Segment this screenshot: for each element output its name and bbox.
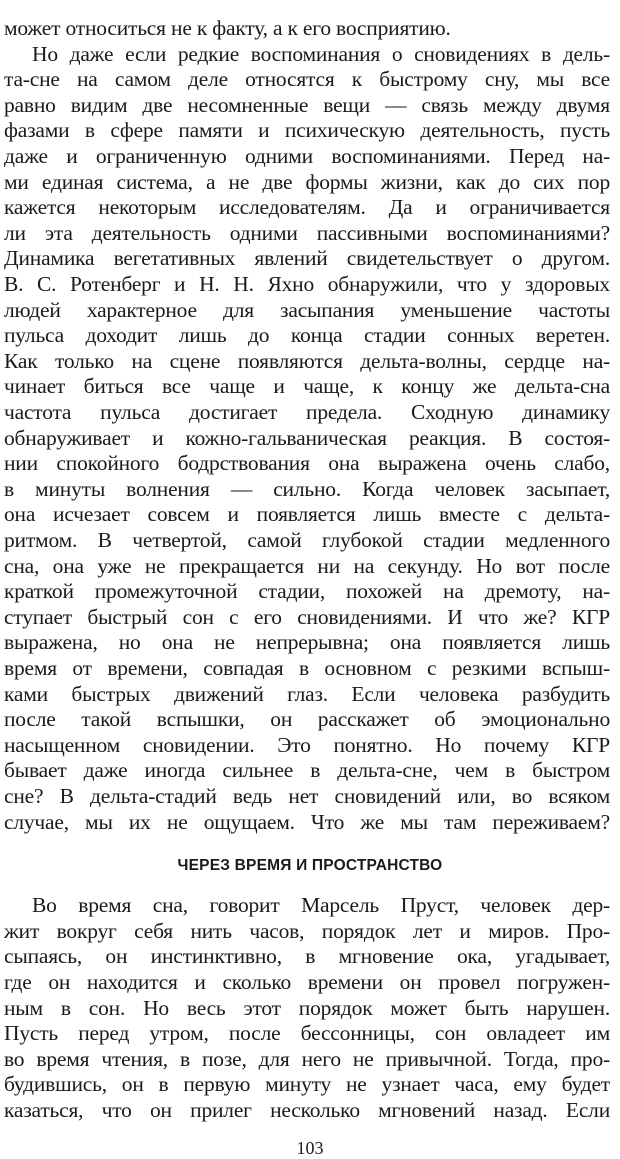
text-line: обнаруживает и кожно-гальваническая реакция. В состоя- <box>4 425 610 450</box>
text-line: она исчезает совсем и появляется лишь вместе с дельта- <box>4 502 610 527</box>
page-number: 103 <box>296 1137 324 1158</box>
text-line: Пусть перед утром, после бессонницы, сон овладеет им <box>4 1021 610 1046</box>
text-line: ли эта деятельность одними пассивными воспоминаниями? <box>4 220 610 245</box>
text-line: Во время сна, говорит Марсель Пруст, человек дер- <box>32 893 610 918</box>
text-line: Как только на сцене появляются дельта-волны, сердце на- <box>4 348 610 373</box>
text-line: сыпаясь, он инстинктивно, в мгновение ока, угадывает, <box>4 944 610 969</box>
text-line: сна, она уже не прекращается ни на секунду. Но вот после <box>4 553 610 578</box>
text-line: после такой вспышки, он расскажет об эмоционально <box>4 707 610 732</box>
text-line: жит вокруг себя нить часов, порядок лет и миров. Про- <box>4 918 610 943</box>
text-line: будившись, он в первую минуту не узнает часа, ему будет <box>4 1072 610 1097</box>
text-line: ступает быстрый сон с его сновидениями. И что же? КГР <box>4 604 610 629</box>
text-line: насыщенном сновидении. Это понятно. Но почему КГР <box>4 732 610 757</box>
text-line: ками быстрых движений глаз. Если человека разбудить <box>4 681 610 706</box>
text-line: ритмом. В четвертой, самой глубокой стадии медленного <box>4 528 610 552</box>
text-line: в минуты волнения — сильно. Когда человек засыпает, <box>4 476 610 501</box>
text-line: может относиться не к факту, а к его восприятию. <box>4 16 451 40</box>
text-line: ным в сон. Но весь этот порядок может быть нарушен. <box>4 995 610 1020</box>
text-line: равно видим две несомненные вещи — связь между двумя <box>4 92 610 117</box>
text-line: даже и ограниченную одними воспоминаниями. Перед на- <box>4 144 610 168</box>
text-line: Динамика вегетативных явлений свидетельствует о другом. <box>4 246 610 271</box>
text-line: время от времени, совпадая в основном с резкими вспыш- <box>4 656 610 680</box>
section-heading: ЧЕРЕЗ ВРЕМЯ И ПРОСТРАНСТВО <box>177 857 443 875</box>
text-line: выражена, но она не непрерывна; она появляется лишь <box>4 630 610 655</box>
text-line: краткой промежуточной стадии, похожей на дремоту, на- <box>4 579 610 604</box>
text-line: ми единая система, а не две формы жизни, как до сих пор <box>4 169 610 194</box>
text-line: во время чтения, в позе, для него не привычной. Тогда, про- <box>4 1046 610 1071</box>
text-line: нии спокойного бодрствования она выражена очень слабо, <box>4 451 610 476</box>
text-line: частота пульса достигает предела. Сходную динамику <box>4 400 610 424</box>
text-line: людей характерное для засыпания уменьшение частоты <box>4 297 610 322</box>
text-line: кажется некоторым исследователям. Да и ограничивается <box>4 195 610 220</box>
text-line: пульса доходит лишь до конца стадии сонных веретен. <box>4 323 610 348</box>
text-line: бывает даже иногда сильнее в дельта-сне, чем в быстром <box>4 758 610 783</box>
text-line: чинает биться все чаще и чаще, к концу же дельта-сна <box>4 374 610 399</box>
text-line: та-сне на самом деле относятся к быстрому сну, мы все <box>4 67 610 92</box>
text-line: где он находится и сколько времени он провел погружен- <box>4 970 610 994</box>
text-line: казаться, что он прилег несколько мгновений назад. Если <box>4 1098 610 1122</box>
text-line: Но даже если редкие воспоминания о сновидениях в дель- <box>32 41 610 66</box>
text-line: В. С. Ротенберг и Н. Н. Яхно обнаружили, что у здоровых <box>4 272 610 296</box>
text-line: случае, мы их не ощущаем. Что же мы там переживаем? <box>4 809 610 834</box>
text-line: сне? В дельта-стадий ведь нет сновидений или, во всяком <box>4 784 610 808</box>
text-line: фазами в сфере памяти и психическую деятельность, пусть <box>4 118 610 143</box>
